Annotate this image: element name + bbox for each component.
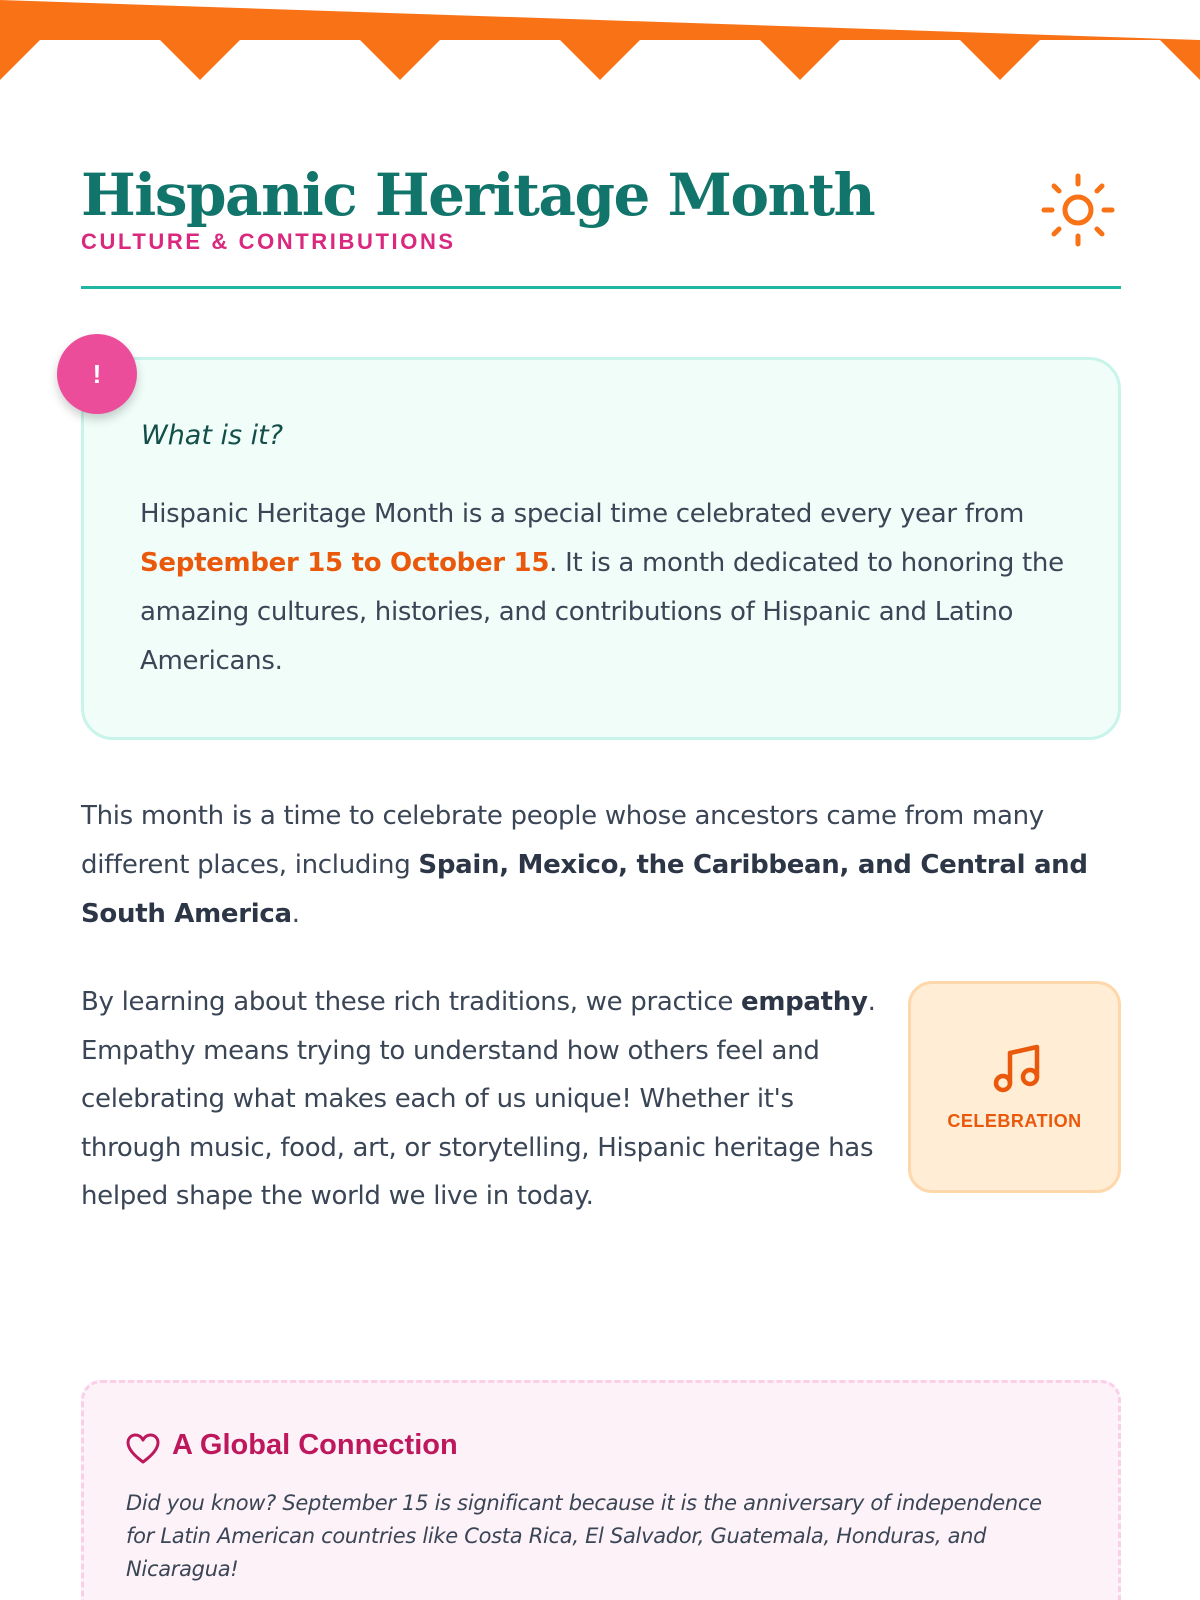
info-card-heading: What is it? xyxy=(141,420,284,451)
zigzag-banner xyxy=(0,0,1200,80)
global-connection-card xyxy=(81,1380,1121,1600)
info-text-part: . It is a month dedicated to honoring the amazing cultures, histories, and contributions of Hispanic and Latino Americans. xyxy=(140,548,1064,676)
page-title: Hispanic Heritage Month xyxy=(81,161,875,229)
celebration-card xyxy=(908,981,1121,1193)
sun-icon xyxy=(1038,170,1118,250)
ancestry-paragraph xyxy=(81,792,1121,939)
paragraph-text: This month is a time to celebrate people whose ancestors came from many different places, including xyxy=(81,801,1044,880)
empathy-paragraph xyxy=(81,978,881,1221)
info-card-text xyxy=(140,490,1070,686)
exclamation-badge-icon: ! xyxy=(57,334,137,414)
music-note-icon xyxy=(992,1042,1044,1094)
paragraph-text: By learning about these rich traditions, we practice xyxy=(81,987,741,1017)
page-subtitle: CULTURE & CONTRIBUTIONS xyxy=(81,229,456,254)
empathy-emphasis: empathy xyxy=(740,987,868,1017)
date-range-highlight: September 15 to October 15 xyxy=(140,548,550,578)
heart-icon xyxy=(126,1432,160,1466)
paragraph-text: . Empathy means trying to understand how others feel and celebrating what makes each of us unique! Whether it's through music, food, art, or storytelling, Hispanic heritage has helped shape the world we live in today. xyxy=(81,987,876,1211)
global-connection-text: Did you know? September 15 is significant because it is the anniversary of independence for Latin American countries like Costa Rica, El Salvador, Guatemala, Honduras, and Nicaragua! xyxy=(126,1491,1042,1581)
paragraph-text: . xyxy=(291,899,300,929)
celebration-label: CELEBRATION xyxy=(947,1111,1082,1131)
what-is-it-card xyxy=(81,357,1121,740)
info-text-part: Hispanic Heritage Month is a special time celebrated every year from xyxy=(140,499,1025,529)
places-emphasis: Spain, Mexico, the Caribbean, and Central and South America xyxy=(81,850,1088,929)
header-divider xyxy=(81,286,1121,289)
global-connection-title: A Global Connection xyxy=(172,1429,458,1461)
page-header xyxy=(81,160,1121,290)
